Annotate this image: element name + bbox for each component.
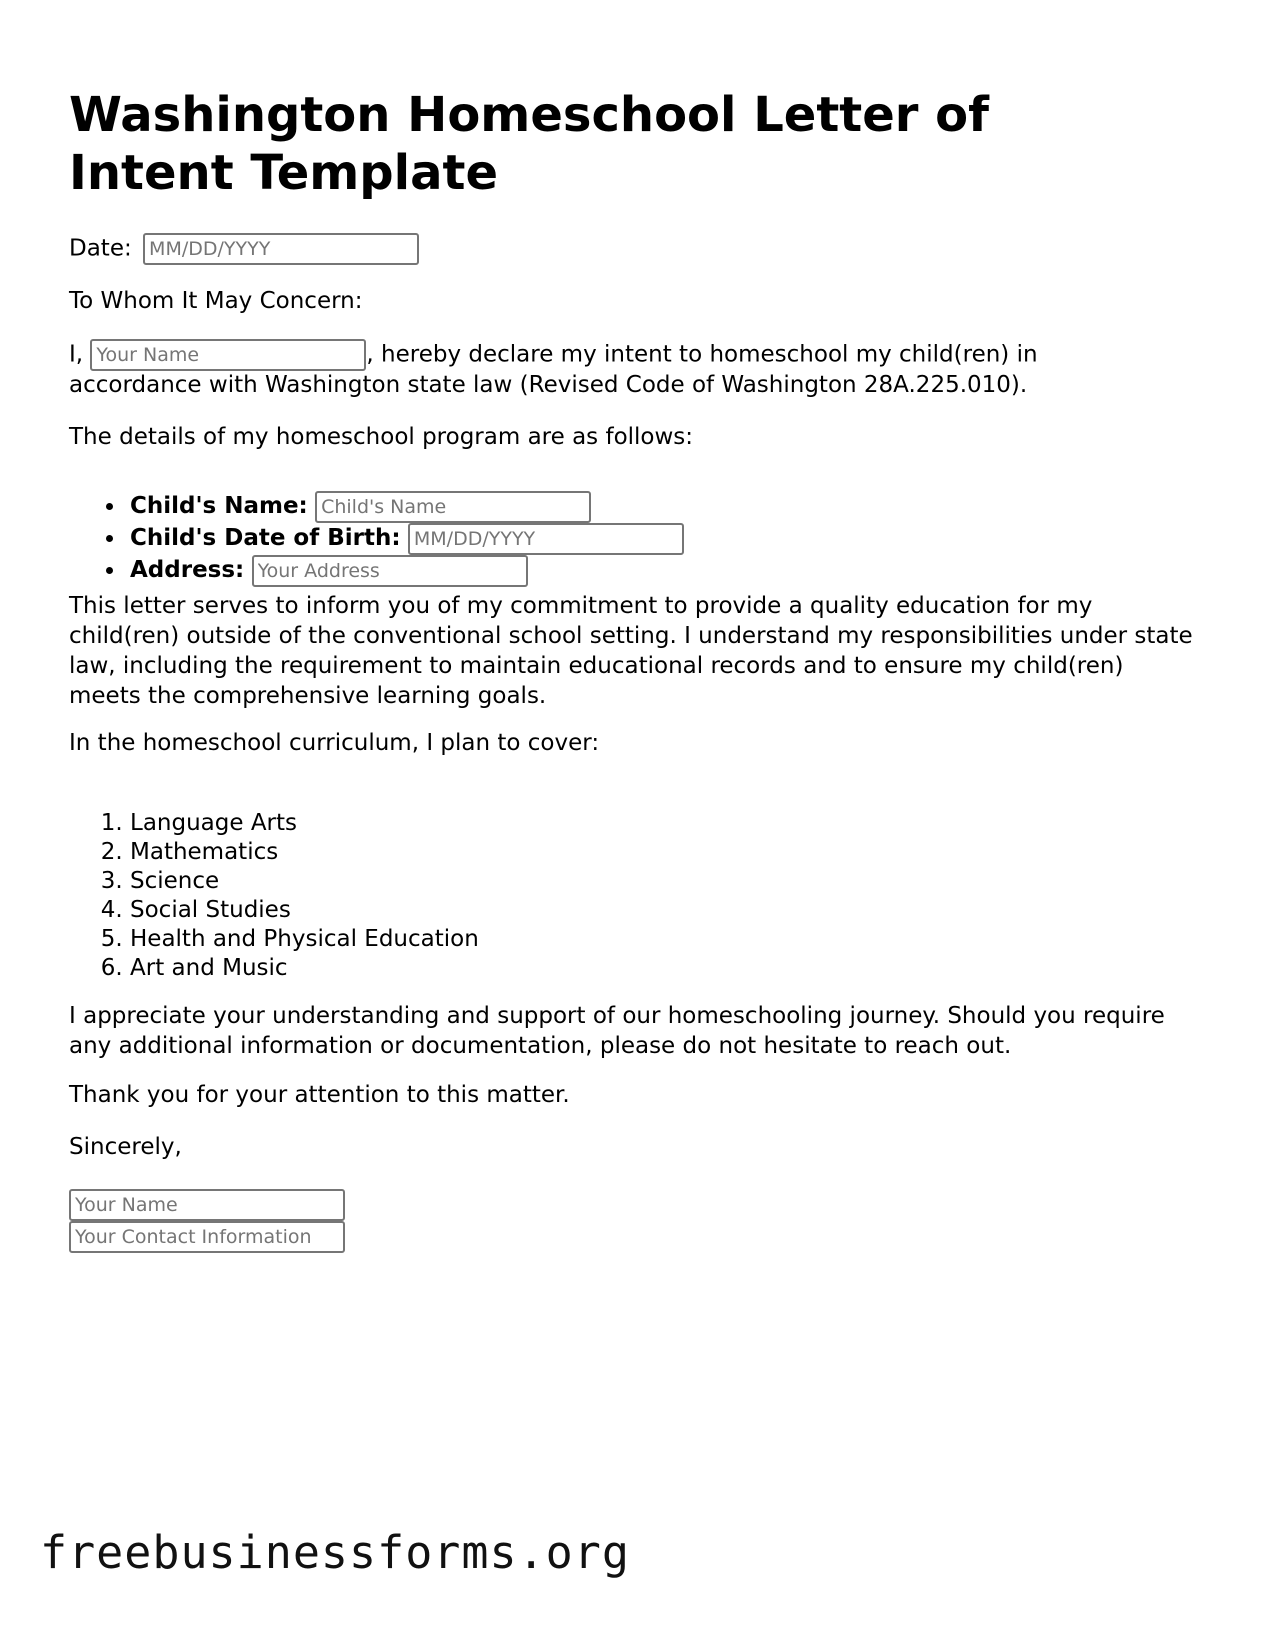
intro-line-2: accordance with Washington state law (Revised Code of Washington 28A.225.010). — [69, 372, 1028, 398]
date-row — [69, 233, 419, 265]
curriculum-intro: In the homeschool curriculum, I plan to cover: — [69, 730, 600, 756]
subject-label: Health and Physical Education — [130, 926, 479, 952]
child-name-input[interactable] — [315, 491, 591, 523]
subject-label: Art and Music — [130, 955, 288, 981]
child-dob-input[interactable] — [408, 523, 684, 555]
subject-label: Science — [130, 868, 220, 894]
signature-name-input[interactable] — [69, 1189, 345, 1221]
signature-contact-input[interactable] — [69, 1221, 345, 1253]
child-dob-label: Child's Date of Birth: — [130, 525, 401, 551]
list-item: 6. Art and Music — [100, 955, 288, 981]
list-item: 1. Language Arts — [100, 810, 298, 836]
subject-label: Mathematics — [130, 839, 279, 865]
page-title: Washington Homeschool Letter of Intent Template — [69, 87, 990, 201]
intro-line-1 — [69, 339, 1038, 371]
list-item: 4. Social Studies — [100, 897, 291, 923]
commitment-paragraph: This letter serves to inform you of my commitment to provide a quality education for my child(ren) outside of the conventional school setting. I understand my responsibilities under state law, including the requirement to maintain educational records and to ensure my child(ren) meets the comprehensive learning goals. — [69, 593, 1193, 709]
list-item: 2. Mathematics — [100, 839, 279, 865]
intro-prefix: I, — [69, 341, 84, 368]
list-item — [130, 490, 684, 522]
date-input[interactable] — [143, 233, 419, 265]
subject-label: Language Arts — [130, 810, 298, 836]
address-label: Address: — [130, 557, 245, 583]
list-item: 3. Science — [100, 868, 220, 894]
date-label: Date: — [69, 235, 132, 262]
parent-name-input[interactable] — [90, 339, 366, 371]
thanks-line: Thank you for your attention to this matter. — [69, 1082, 570, 1108]
address-input[interactable] — [252, 555, 528, 587]
list-item — [130, 554, 684, 586]
salutation: To Whom It May Concern: — [69, 288, 363, 314]
subject-label: Social Studies — [130, 897, 291, 923]
site-watermark: freebusinessforms.org — [40, 1526, 630, 1579]
appreciation-paragraph: I appreciate your understanding and support of our homeschooling journey. Should you require any additional information or documentation, please do not hesitate to reach out. — [69, 1003, 1165, 1059]
intro-suffix: , hereby declare my intent to homeschool my child(ren) in — [366, 341, 1038, 368]
details-list — [69, 490, 684, 586]
list-item: 5. Health and Physical Education — [100, 926, 479, 952]
details-intro: The details of my homeschool program are as follows: — [69, 424, 694, 450]
child-name-label: Child's Name: — [130, 493, 308, 519]
closing-line: Sincerely, — [69, 1134, 182, 1160]
subjects-list — [69, 809, 479, 983]
list-item — [130, 522, 684, 554]
